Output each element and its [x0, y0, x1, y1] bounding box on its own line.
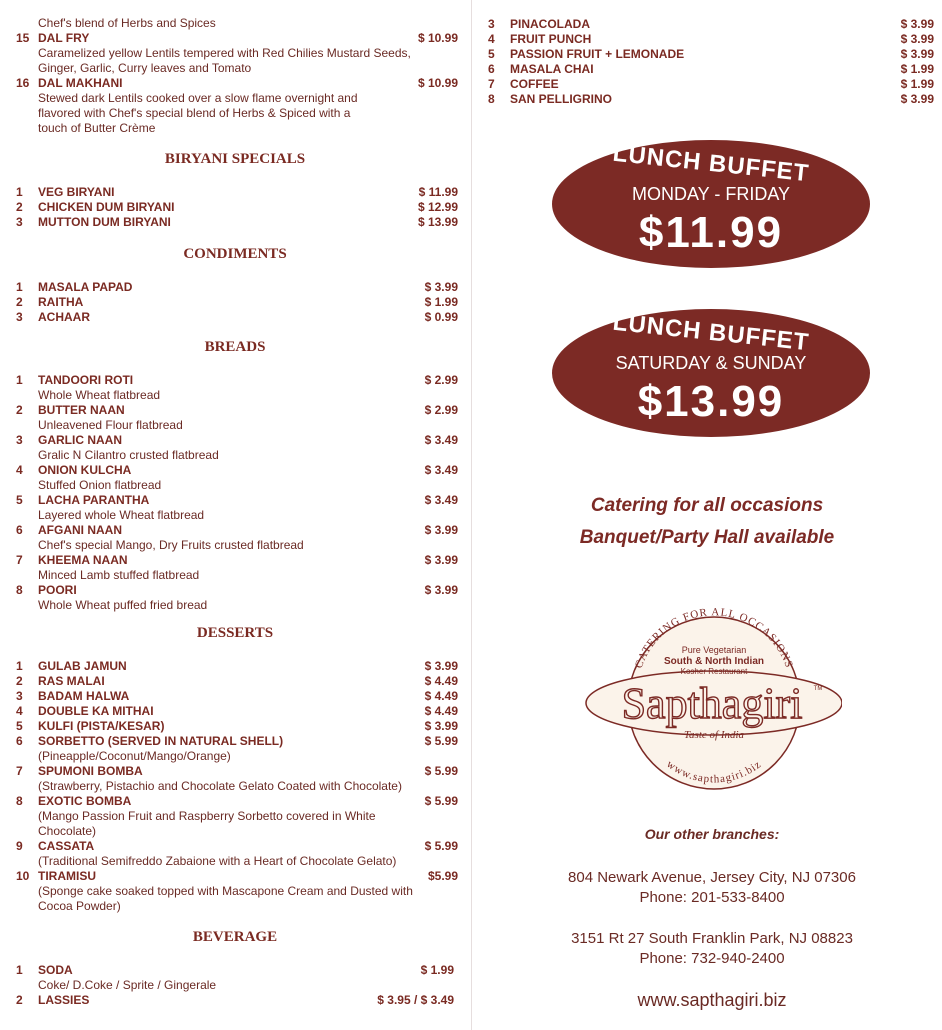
item-name: LASSIES	[38, 993, 90, 1007]
item-number: 3	[16, 215, 23, 229]
item-number: 15	[16, 31, 30, 45]
item-number: 16	[16, 76, 30, 90]
party-hall-line: Banquet/Party Hall available	[579, 527, 835, 548]
item-name: RAITHA	[38, 295, 84, 309]
branch-2-address: 3151 Rt 27 South Franklin Park, NJ 08823	[571, 930, 853, 947]
item-price: $ 1.99	[900, 77, 934, 91]
website-link[interactable]: www.sapthagiri.biz	[637, 990, 787, 1010]
branch-1-address: 804 Newark Avenue, Jersey City, NJ 07306	[568, 869, 856, 886]
item-name: PINACOLADA	[510, 17, 590, 31]
buffet-title: LUNCH BUFFET	[611, 139, 811, 188]
item-number: 7	[488, 77, 495, 91]
item-name: KULFI (PISTA/KESAR)	[38, 719, 165, 733]
item-price: $ 3.99	[424, 583, 458, 597]
item-price: $ 3.99	[900, 17, 934, 31]
item-description: (Strawberry, Pistachio and Chocolate Gelato Coated with Chocolate)	[38, 779, 402, 793]
branch-2-phone: Phone: 732-940-2400	[639, 950, 785, 967]
item-number: 5	[16, 719, 23, 733]
logo-line2: South & North Indian	[664, 656, 764, 667]
item-price: $ 10.99	[417, 76, 458, 90]
item-price: $ 3.49	[424, 433, 458, 447]
item-number: 2	[16, 674, 23, 688]
section-title-condiments: CONDIMENTS	[183, 246, 287, 262]
item-number: 4	[488, 32, 495, 46]
item-price: $ 4.49	[424, 674, 458, 688]
item-description: Chef's special Mango, Dry Fruits crusted flatbread	[38, 538, 304, 552]
item-name: SORBETTO (SERVED IN NATURAL SHELL)	[38, 734, 284, 748]
item-name: EXOTIC BOMBA	[38, 794, 132, 808]
item-name: SAN PELLIGRINO	[510, 92, 613, 106]
item-number: 1	[16, 280, 23, 294]
logo-tm: TM	[813, 686, 823, 692]
item-number: 4	[16, 704, 23, 718]
item-number: 9	[16, 839, 23, 853]
item-price: $ 3.99	[424, 280, 458, 294]
item-name: MASALA PAPAD	[38, 280, 133, 294]
item-number: 1	[16, 373, 23, 387]
item-price: $ 12.99	[417, 200, 458, 214]
item-price: $ 3.99	[900, 32, 934, 46]
item-price: $ 1.99	[424, 295, 458, 309]
intro-text: Chef's blend of Herbs and Spices	[38, 16, 216, 30]
lunch-buffet-weekday-badge	[552, 140, 870, 268]
item-price: $ 11.99	[418, 185, 458, 199]
branches-heading: Our other branches:	[644, 826, 780, 842]
item-number: 2	[16, 403, 23, 417]
item-description: Coke/ D.Coke / Sprite / Gingerale	[38, 978, 217, 992]
item-name: VEG BIRYANI	[38, 185, 115, 199]
item-name: FRUIT PUNCH	[510, 32, 592, 46]
item-price: $ 4.49	[424, 689, 458, 703]
section-title-breads: BREADS	[204, 339, 266, 355]
item-name: TIRAMISU	[38, 869, 96, 883]
item-number: 8	[16, 794, 23, 808]
item-price: $ 3.49	[424, 493, 458, 507]
item-name: LACHA PARANTHA	[38, 493, 150, 507]
item-number: 7	[16, 553, 23, 567]
item-description: Whole Wheat flatbread	[38, 388, 161, 402]
item-price: $ 3.99	[900, 92, 934, 106]
buffet-price: $13.99	[637, 377, 785, 426]
item-name: SPUMONI BOMBA	[38, 764, 143, 778]
item-description: Caramelized yellow Lentils tempered with Red Chilies Mustard Seeds, Ginger, Garlic, Curry leaves and Tomato	[38, 46, 411, 75]
catering-line: Catering for all occasions	[590, 495, 824, 516]
item-description: Unleavened Flour flatbread	[38, 418, 183, 432]
item-name: DAL MAKHANI	[38, 76, 123, 90]
item-description: Whole Wheat puffed fried bread	[38, 598, 208, 612]
logo-arc-text: CATERING FOR ALL OCCASIONS	[632, 608, 796, 670]
item-description: Minced Lamb stuffed flatbread	[38, 568, 200, 582]
item-name: ONION KULCHA	[38, 463, 132, 477]
item-number: 2	[16, 200, 23, 214]
item-price: $ 1.99	[900, 62, 934, 76]
item-name: PASSION FRUIT + LEMONADE	[510, 47, 685, 61]
item-price: $ 13.99	[417, 215, 458, 229]
item-number: 3	[16, 689, 23, 703]
item-name: ACHAAR	[38, 310, 90, 324]
item-number: 3	[16, 433, 23, 447]
item-number: 10	[16, 869, 30, 883]
item-description: (Sponge cake soaked topped with Mascapone Cream and Dusted with Cocoa Powder)	[38, 884, 413, 913]
item-price: $5.99	[427, 869, 458, 883]
item-price: $ 4.49	[424, 704, 458, 718]
item-name: BUTTER NAAN	[38, 403, 125, 417]
item-price: $ 5.99	[424, 839, 458, 853]
item-number: 1	[16, 185, 23, 199]
item-number: 1	[16, 963, 23, 977]
item-number: 6	[488, 62, 495, 76]
logo-url: www.sapthagiri.biz	[664, 758, 764, 786]
item-number: 4	[16, 463, 23, 477]
item-name: GARLIC NAAN	[38, 433, 122, 447]
item-price: $ 3.49	[424, 463, 458, 477]
item-price: $ 2.99	[424, 373, 458, 387]
item-price: $ 5.99	[424, 734, 458, 748]
item-name: MASALA CHAI	[510, 62, 594, 76]
buffet-days: SATURDAY & SUNDAY	[615, 353, 807, 373]
branch-1-phone: Phone: 201-533-8400	[639, 889, 785, 906]
item-price: $ 3.95 / $ 3.49	[377, 993, 454, 1007]
item-price: $ 10.99	[417, 31, 458, 45]
item-number: 2	[16, 295, 23, 309]
item-description: Layered whole Wheat flatbread	[38, 508, 205, 522]
item-number: 5	[16, 493, 23, 507]
item-price: $ 3.99	[424, 719, 458, 733]
item-description: Stuffed Onion flatbread	[38, 478, 162, 492]
item-name: TANDOORI ROTI	[38, 373, 134, 387]
item-name: SODA	[38, 963, 73, 977]
item-number: 3	[16, 310, 23, 324]
item-description: Gralic N Cilantro crusted flatbread	[38, 448, 219, 462]
item-number: 5	[488, 47, 495, 61]
item-name: GULAB JAMUN	[38, 659, 127, 673]
item-description: Stewed dark Lentils cooked over a slow flame overnight and flavored with Chef's special blend of Herbs & Spiced with a touch of Butter Crème	[38, 91, 358, 135]
item-name: DOUBLE KA MITHAI	[38, 704, 154, 718]
item-name: COFFEE	[510, 77, 559, 91]
item-name: AFGANI NAAN	[38, 523, 122, 537]
item-price: $ 0.99	[424, 310, 458, 324]
item-number: 6	[16, 734, 23, 748]
item-price: $ 2.99	[424, 403, 458, 417]
lunch-buffet-weekend-badge	[552, 309, 870, 437]
logo-brand: Sapthagiri	[621, 679, 803, 728]
section-title-desserts: DESSERTS	[196, 625, 274, 641]
buffet-price: $11.99	[638, 208, 784, 257]
logo-line1: Pure Vegetarian	[681, 645, 747, 655]
sapthagiri-logo	[582, 608, 842, 798]
item-name: CASSATA	[38, 839, 95, 853]
logo-tagline: Taste of India	[683, 729, 745, 741]
item-number: 8	[16, 583, 23, 597]
item-name: KHEEMA NAAN	[38, 553, 128, 567]
item-price: $ 3.99	[424, 523, 458, 537]
item-name: POORI	[38, 583, 77, 597]
item-name: DAL FRY	[38, 31, 90, 45]
item-description: (Traditional Semifreddo Zabaione with a Heart of Chocolate Gelato)	[38, 854, 397, 868]
item-price: $ 5.99	[424, 794, 458, 808]
item-price: $ 3.99	[424, 553, 458, 567]
buffet-title: LUNCH BUFFET	[611, 308, 811, 357]
item-name: BADAM HALWA	[38, 689, 130, 703]
buffet-days: MONDAY - FRIDAY	[631, 184, 790, 204]
section-title-beverage: BEVERAGE	[192, 929, 278, 945]
item-description: (Pineapple/Coconut/Mango/Orange)	[38, 749, 231, 763]
item-number: 2	[16, 993, 23, 1007]
logo-line3: Kosher Restaurant	[680, 667, 748, 676]
item-price: $ 3.99	[900, 47, 934, 61]
item-number: 1	[16, 659, 23, 673]
item-number: 8	[488, 92, 495, 106]
item-name: RAS MALAI	[38, 674, 105, 688]
item-number: 7	[16, 764, 23, 778]
item-price: $ 3.99	[424, 659, 458, 673]
item-number: 6	[16, 523, 23, 537]
item-description: (Mango Passion Fruit and Raspberry Sorbetto covered in White Chocolate)	[38, 809, 376, 838]
item-number: 3	[488, 17, 495, 31]
item-name: MUTTON DUM BIRYANI	[38, 215, 171, 229]
item-name: CHICKEN DUM BIRYANI	[38, 200, 175, 214]
item-price: $ 5.99	[424, 764, 458, 778]
item-price: $ 1.99	[420, 963, 454, 977]
section-title-biryani: BIRYANI SPECIALS	[164, 151, 306, 167]
